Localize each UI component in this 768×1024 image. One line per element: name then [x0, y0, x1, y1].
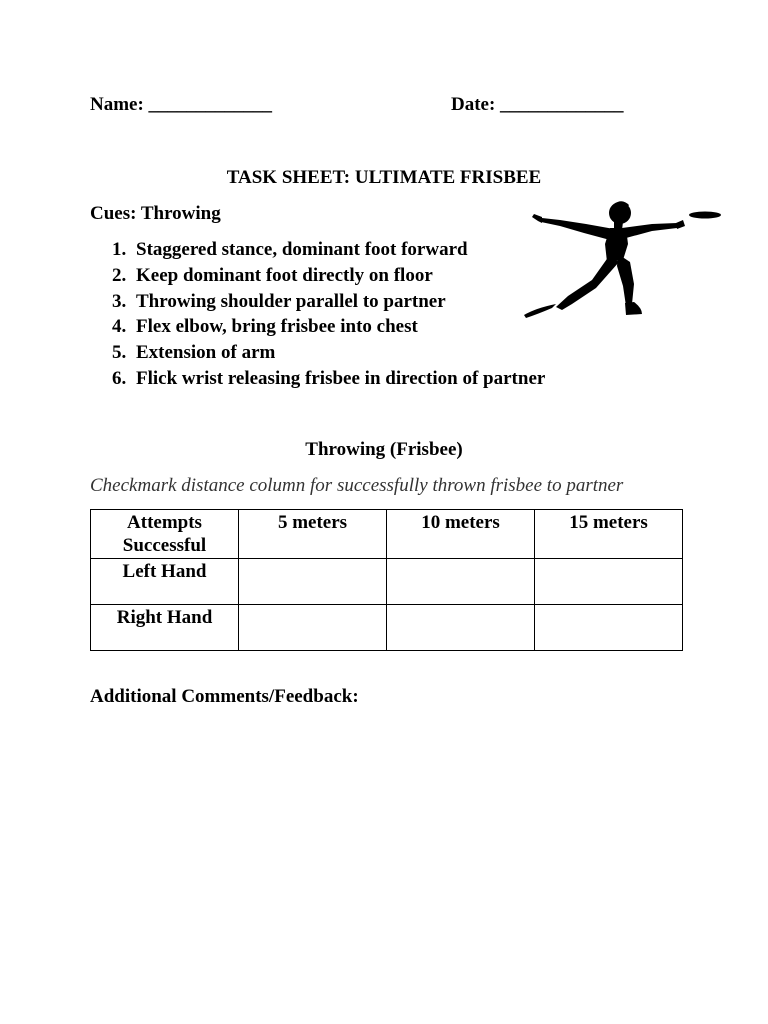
list-item-text: Flick wrist releasing frisbee in direction of partner: [136, 367, 546, 389]
list-item-number: 1.: [112, 239, 127, 260]
comments-label: Additional Comments/Feedback:: [90, 686, 359, 707]
list-item-text: Flex elbow, bring frisbee into chest: [136, 316, 418, 338]
list-item-number: 6.: [112, 367, 127, 389]
list-item-text: Staggered stance, dominant foot forward: [136, 239, 468, 260]
table-row: [91, 605, 683, 651]
attempts-table: [90, 509, 683, 651]
list-item-number: 5.: [112, 342, 127, 364]
table-header-5m: 5 meters: [239, 510, 387, 559]
row-label-left-hand: Left Hand: [91, 559, 239, 605]
checkbox-cell-right-5m[interactable]: [239, 605, 387, 651]
list-item-number: 4.: [112, 316, 127, 338]
table-header-15m: 15 meters: [535, 510, 683, 559]
checkbox-cell-left-5m[interactable]: [239, 559, 387, 605]
section-title: Throwing (Frisbee): [305, 439, 463, 460]
page-title: TASK SHEET: ULTIMATE FRISBEE: [226, 167, 542, 188]
table-header-attempts: [91, 510, 239, 559]
checkbox-cell-left-10m[interactable]: [387, 559, 535, 605]
cues-list: [112, 239, 545, 394]
frisbee-thrower-silhouette-icon: [522, 196, 724, 320]
list-item: [112, 239, 545, 265]
table-header-10m: 10 meters: [387, 510, 535, 559]
checkbox-cell-right-15m[interactable]: [535, 605, 683, 651]
list-item: [112, 342, 545, 368]
list-item-text: Keep dominant foot directly on floor: [136, 264, 433, 286]
header-line: Successful: [122, 535, 207, 556]
list-item-text: Extension of arm: [136, 342, 276, 364]
cues-heading: Cues: Throwing: [90, 203, 221, 224]
list-item-number: 3.: [112, 290, 127, 312]
list-item-text: Throwing shoulder parallel to partner: [136, 290, 446, 312]
list-item: [112, 265, 545, 291]
list-item: [112, 291, 545, 317]
date-field[interactable]: Date: _____________: [451, 94, 624, 115]
name-field[interactable]: Name: _____________: [90, 94, 273, 115]
list-item: [112, 368, 545, 394]
header-line: Attempts: [127, 512, 202, 533]
list-item-number: 2.: [112, 264, 127, 286]
list-item: [112, 316, 545, 342]
row-label-right-hand: Right Hand: [91, 605, 239, 651]
table-row: [91, 559, 683, 605]
instruction-text: Checkmark distance column for successfully thrown frisbee to partner: [90, 475, 624, 496]
checkbox-cell-left-15m[interactable]: [535, 559, 683, 605]
table-row: [91, 510, 683, 559]
checkbox-cell-right-10m[interactable]: [387, 605, 535, 651]
